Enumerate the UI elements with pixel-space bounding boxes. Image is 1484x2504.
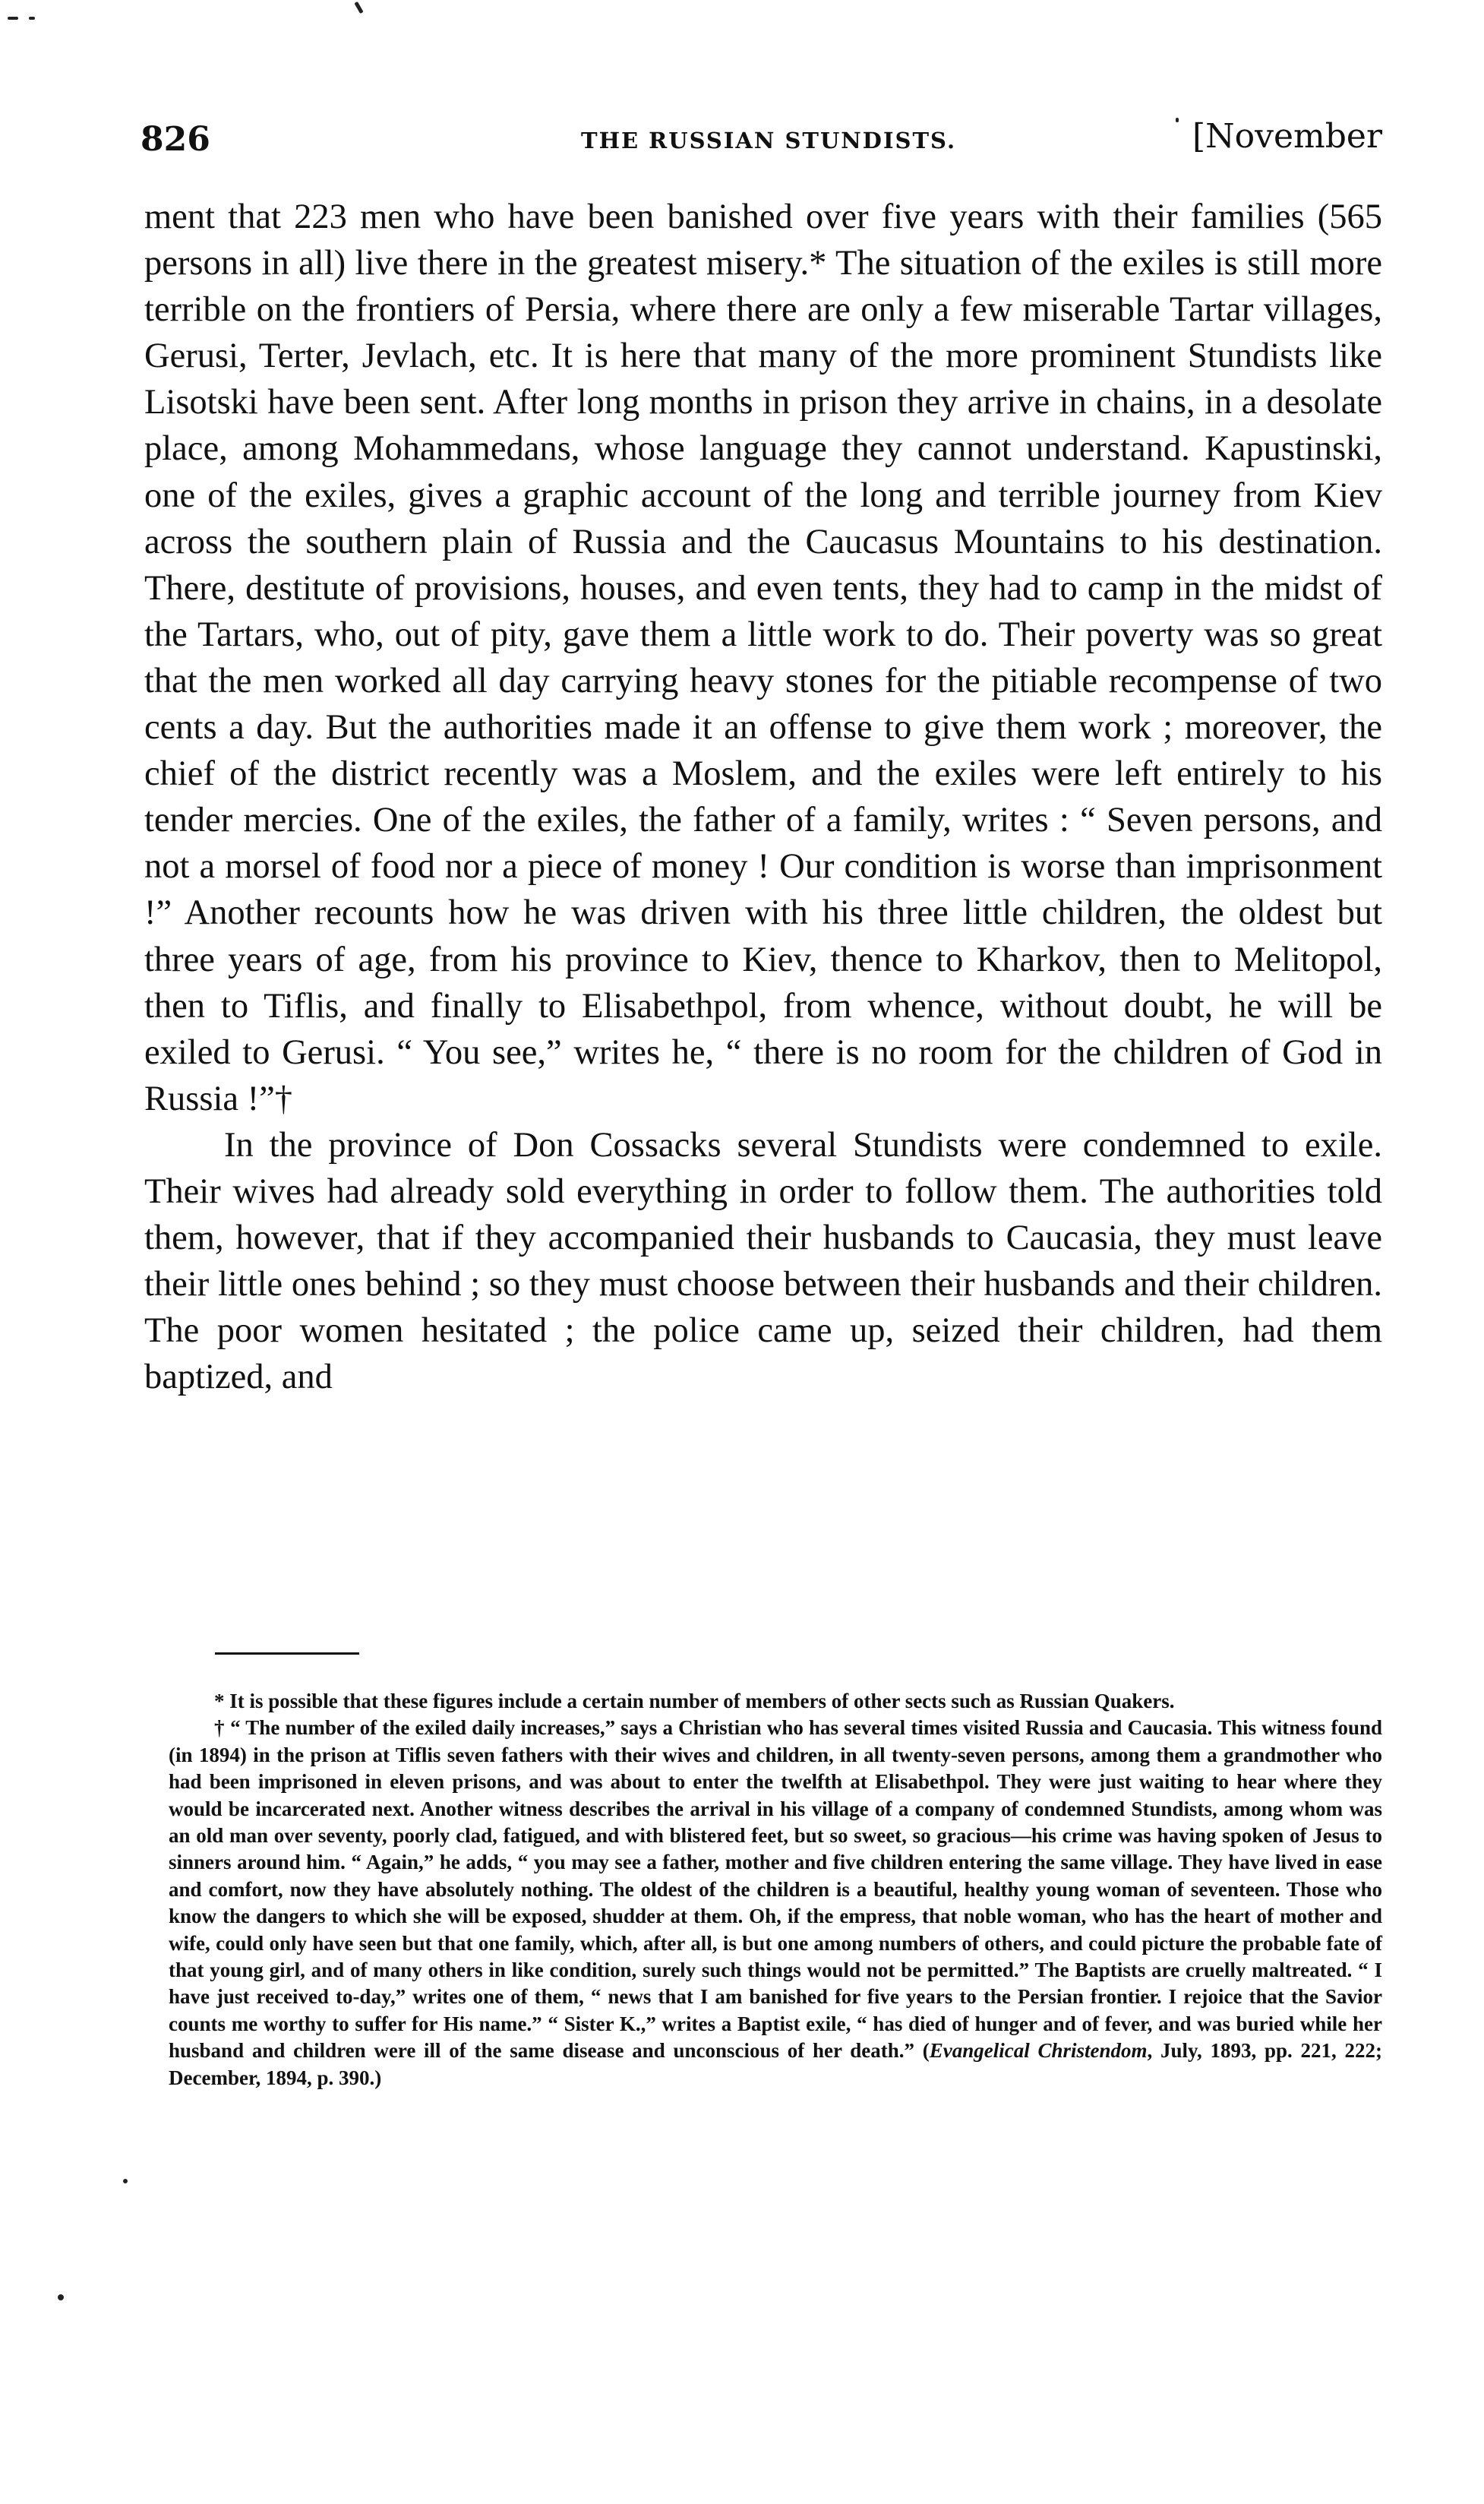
citation-source: Evangelical Christendom bbox=[929, 2039, 1148, 2063]
page-number: 826 bbox=[141, 120, 210, 159]
body-paragraph: ment that 223 men who have been banished over five years with their families (565 persons in all) live there in the greatest misery.* The situation of the exiles is still more terrible on the frontiers of Persia, where there are only a few miserable Tartar villages, Gerusi, Terter, Jevlach, etc. It is here that many of the more prominent Stundists like Lisotski have been sent. After long months in prison they arrive in chains, in a desolate place, among Mohammedans, whose language they cannot understand. Kapustinski, one of the exiles, gives a graphic account of the long and terrible journey from Kiev across the southern plain of Russia and the Caucasus Mountains to his destination. There, destitute of provisions, houses, and even tents, they had to camp in the midst of the Tartars, who, out of pity, gave them a little work to do. Their poverty was so great that the men worked all day carrying heavy stones for the pitiable recompense of two cents a day. But the authorities made it an offense to give them work ; moreover, the chief of the district recently was a Moslem, and the exiles were left entirely to his tender mercies. One of the exiles, the father of a family, writes : “ Seven persons, and not a morsel of food nor a piece of money ! Our condition is worse than imprisonment !” Another recounts how he was driven with his three little children, the oldest but three years of age, from his province to Kiev, thence to Kharkov, then to Melitopol, then to Tiflis, and finally to Elisabethpol, from whence, without doubt, he will be exiled to Gerusi. “ You see,” writes he, “ there is no room for the children of God in Russia !”† bbox=[144, 198, 1382, 1118]
body-paragraph: In the province of Don Cossacks several Stundists were condemned to exile. Their wives had already sold everything in order to follow them. The authorities told them, however, that if they accompanied their husbands to Caucasia, they must leave their little ones behind ; so they must choose between their husbands and their children. The poor women hesitated ; the police came up, seized their children, had them baptized, and bbox=[144, 1125, 1382, 1397]
scan-speck bbox=[58, 2294, 64, 2300]
footnote bbox=[169, 1715, 1382, 2091]
footnote: * It is possible that these figures include a certain number of members of other sects such as Russian Quakers. bbox=[214, 1690, 1175, 1712]
footnote-text: † “ The number of the exiled daily increases,” says a Christian who has several times visited Russia and Caucasia. This witness found (in 1894) in the prison at Tiflis seven fathers with their wives and children, in all twenty-seven persons, among them a grandmother who had been imprisoned in eleven prisons, and was about to enter the twelfth at Elisabethpol. They were just waiting to hear where they would be incarcerated next. Another witness describes the arrival in his village of a company of condemned Stundists, among whom was an old man over seventy, poorly clad, fatigued, and with blistered feet, but so sweet, so gracious—his crime was having spoken of Jesus to sinners around him. “ Again,” he adds, “ you may see a father, mother and five children entering the same village. They have lived in ease and comfort, now they have absolutely nothing. The oldest of the children is a beautiful, healthy young woman of seventeen. Those who know the dangers to which she will be exposed, shudder at them. Oh, if the empress, that noble woman, who has the heart of mother and wife, could only have seen but that one family, which, after all, is but one among numbers of others, and could picture the probable fate of that young girl, and of many others in like condition, surely such things would not be permitted.” The Baptists are cruelly maltreated. “ I have just received to-day,” writes one of them, “ news that I am banished for five years to the Persian frontier. I rejoice that the Savior counts me worthy to suffer for His name.” “ Sister K.,” writes a Baptist exile, “ has died of hunger and of fever, and was buried while her husband and children were ill of the same disease and unconscious of her death.” bbox=[169, 1716, 1382, 2063]
running-header-month: [November bbox=[1192, 117, 1382, 156]
citation-open: ( bbox=[922, 2039, 930, 2063]
scan-speck bbox=[354, 2, 363, 14]
footnote-rule bbox=[215, 1652, 359, 1655]
running-title: THE RUSSIAN STUNDISTS. bbox=[581, 128, 957, 153]
scan-speck bbox=[123, 2179, 128, 2183]
citation-details: , July, 1893, pp. 221, 222; December, 1894, p. 390.) bbox=[169, 2039, 1382, 2089]
running-header bbox=[141, 114, 1382, 167]
body-text bbox=[144, 194, 1382, 1400]
scan-speck bbox=[8, 17, 18, 20]
scan-speck bbox=[29, 17, 35, 20]
footnotes bbox=[169, 1688, 1382, 2091]
